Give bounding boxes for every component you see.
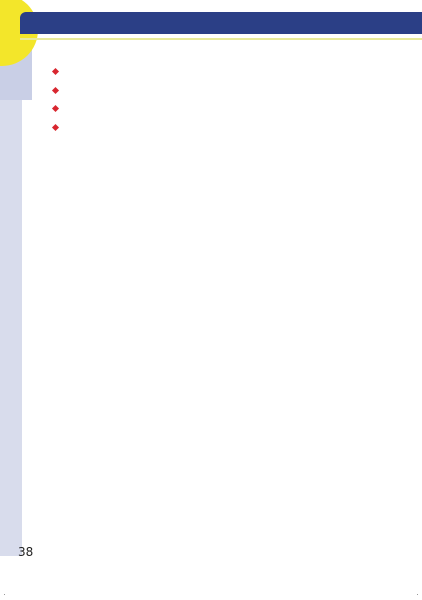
crop-mark: [417, 594, 418, 595]
left-decorative-bar: [0, 36, 22, 556]
question-heading: [52, 85, 402, 98]
article-body: [52, 66, 402, 134]
page-number: 38: [18, 545, 34, 559]
header-band: [20, 12, 422, 34]
diamond-bullet-icon: [52, 105, 59, 112]
diamond-bullet-icon: [52, 124, 59, 131]
crop-mark: [4, 594, 5, 595]
diamond-bullet-icon: [52, 68, 59, 75]
question-heading: [52, 66, 402, 79]
diamond-bullet-icon: [52, 87, 59, 94]
question-heading: [52, 122, 402, 135]
header-rule: [20, 38, 422, 40]
question-heading: [52, 103, 402, 116]
